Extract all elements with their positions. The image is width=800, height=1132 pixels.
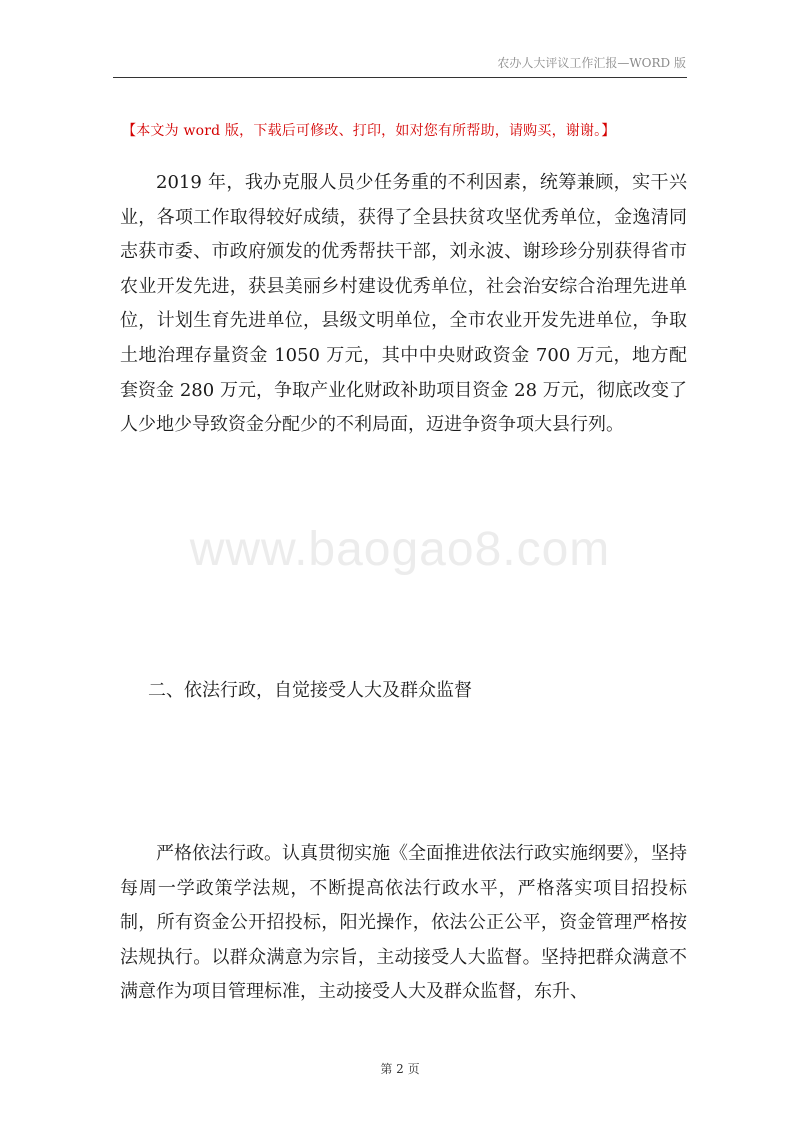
body-paragraph-2: 严格依法行政。认真贯彻实施《全面推进依法行政实施纲要》，坚持每周一学政策学法规，不断提高依法行政水平，严格落实项目招投标制，所有资金公开招投标，阳光操作，依法公正公平，资金管理严格按法规执行。以群众满意为宗旨，主动接受人大监督。坚持把群众满意不满意作为项目管理标准，主动接受人大及群众监督，东升、	[120, 843, 687, 1003]
running-header: 农办人大评议工作汇报—WORD 版	[497, 56, 686, 70]
body-paragraph-1: 2019 年，我办克服人员少任务重的不利因素，统筹兼顾，实干兴业，各项工作取得较好成绩，获得了全县扶贫攻坚优秀单位，金逸清同志获市委、市政府颁发的优秀帮扶干部，刘永波、谢珍珍分别获得省市农业开发先进，获县美丽乡村建设优秀单位，社会治安综合治理先进单位，计划生育先进单位，县级文明单位，全市农业开发先进单位，争取土地治理存量资金 1050 万元，其中中央财政资金 700 万元，地方配套资金 280 万元，争取产业化财政补助项目资金 28 万元，彻底改变了人少地少导致资金分配少的不利局面，迈进争资争项大县行列。	[120, 172, 687, 436]
section-heading: 二、依法行政，自觉接受人大及群众监督	[148, 680, 472, 701]
watermark-text: www.baogao8.com	[189, 523, 611, 576]
header-divider	[113, 77, 687, 78]
purchase-notice: 【本文为 word 版，下载后可修改、打印，如对您有所帮助，请购买，谢谢。】	[122, 123, 616, 139]
page-number: 第 2 页	[380, 1062, 420, 1076]
